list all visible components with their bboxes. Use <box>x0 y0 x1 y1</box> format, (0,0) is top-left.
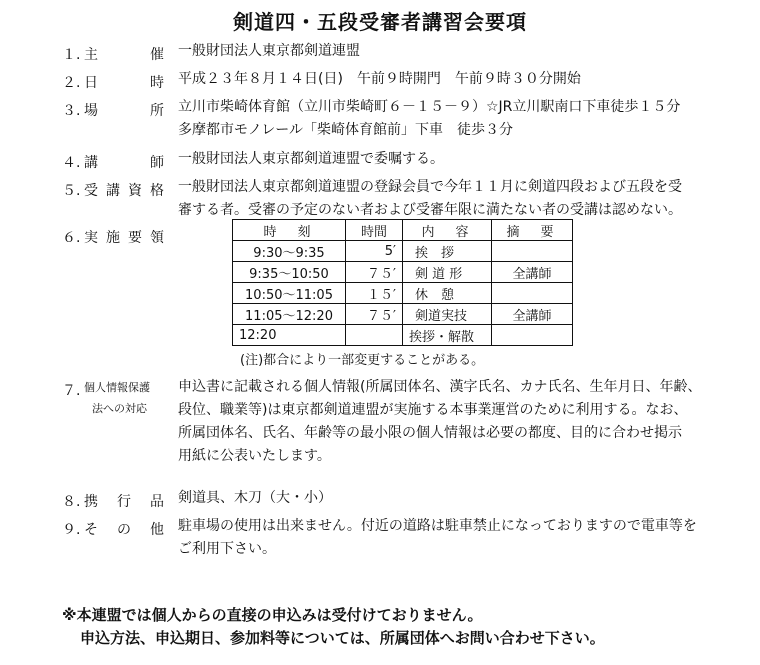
section-label: 個人情報保護 法への対応 <box>84 381 150 415</box>
cell-duration: 5′ <box>346 241 403 262</box>
section-text: 段位、職業等)は東京都剣道連盟が実施する本事業運営のために利用する。なお、 <box>178 402 688 418</box>
cell-time: 10:50～11:05 <box>233 283 346 304</box>
cell-content: 剣 道 形 <box>403 262 492 283</box>
cell-note <box>492 325 573 346</box>
table-row <box>233 325 573 346</box>
section-text: 一般財団法人東京都剣道連盟 <box>178 43 360 59</box>
cell-content: 挨拶・解散 <box>403 325 492 346</box>
section-text: 所属団体名、氏名、年齢等の最小限の個人情報は必要の都度、目的に合わせ掲示 <box>178 425 682 441</box>
column-header: 摘 要 <box>492 220 573 241</box>
section-label: 実 施 要 領 <box>84 230 164 246</box>
footer-line: ※本連盟では個人からの直接の申込みは受付けておりません。 <box>62 606 483 624</box>
section-label: 携 行 品 <box>84 494 164 510</box>
cell-duration: ７５′ <box>346 262 403 283</box>
section-text: 用紙に公表いたします。 <box>178 448 331 464</box>
section-number: ８. <box>62 494 81 510</box>
column-header: 時 刻 <box>233 220 346 241</box>
section-number: ６. <box>62 230 81 246</box>
section-label: 場 所 <box>84 103 164 119</box>
table-row <box>233 304 573 325</box>
section-text: ご利用下さい。 <box>178 541 276 557</box>
section-text: 一般財団法人東京都剣道連盟の登録会員で今年１１月に剣道四段および五段を受 <box>178 179 682 195</box>
cell-content: 挨 拶 <box>403 241 492 262</box>
cell-note: 全講師 <box>492 262 573 283</box>
footer-line: 申込方法、申込期日、参加料等については、所属団体へお問い合わせ下さい。 <box>80 629 605 647</box>
cell-duration: ７５′ <box>346 304 403 325</box>
section-text: 申込書に記載される個人情報(所属団体名、漢字氏名、カナ氏名、生年月日、年齢、 <box>178 379 702 395</box>
section-text: 多摩都市モノレール「柴崎体育館前」下車 徒歩３分 <box>178 122 514 138</box>
schedule-note: (注)都合により一部変更することがある。 <box>240 353 485 368</box>
cell-time: 12:20 <box>233 325 346 346</box>
section-text: 剣道具、木刀（大・小） <box>178 490 332 506</box>
section-label: そ の 他 <box>84 522 164 538</box>
section-number: ３. <box>62 103 81 119</box>
column-header: 内 容 <box>403 220 492 241</box>
section-label: 日 時 <box>84 75 164 91</box>
section-text: 審する者。受審の予定のない者および受審年限に満たない者の受講は認めない。 <box>178 202 682 218</box>
footer-notice <box>62 604 605 650</box>
section-text: 平成２３年８月１４日(日) 午前９時開門 午前９時３０分開始 <box>178 71 581 87</box>
schedule-table <box>232 219 573 346</box>
section-number: ９. <box>62 522 81 538</box>
cell-content: 剣道実技 <box>403 304 492 325</box>
section-number: ７. <box>62 383 81 399</box>
table-row <box>233 241 573 262</box>
cell-note <box>492 283 573 304</box>
cell-time: 11:05～12:20 <box>233 304 346 325</box>
table-row <box>233 283 573 304</box>
section-label: 主 催 <box>84 47 164 63</box>
cell-note: 全講師 <box>492 304 573 325</box>
section-number: ５. <box>62 183 81 199</box>
section-label: 受 講 資 格 <box>84 183 164 199</box>
column-header: 時間 <box>346 220 403 241</box>
table-row <box>233 262 573 283</box>
section-number: ２. <box>62 75 81 91</box>
cell-content: 休 憩 <box>403 283 492 304</box>
section-number: ４. <box>62 155 81 171</box>
section-text: 立川市柴崎体育館（立川市柴崎町６－１５－９）☆JR立川駅南口下車徒歩１５分 <box>178 99 681 115</box>
cell-time: 9:35～10:50 <box>233 262 346 283</box>
section-text: 一般財団法人東京都剣道連盟で委嘱する。 <box>178 151 444 167</box>
page-title: 剣道四・五段受審者講習会要項 <box>233 10 527 34</box>
section-number: １. <box>62 47 81 63</box>
cell-duration <box>346 325 403 346</box>
section-label: 講 師 <box>84 155 164 171</box>
cell-note <box>492 241 573 262</box>
table-header-row <box>233 220 573 241</box>
cell-time: 9:30～9:35 <box>233 241 346 262</box>
section-text: 駐車場の使用は出来ません。付近の道路は駐車禁止になっておりますので電車等を <box>178 518 697 534</box>
cell-duration: １５′ <box>346 283 403 304</box>
